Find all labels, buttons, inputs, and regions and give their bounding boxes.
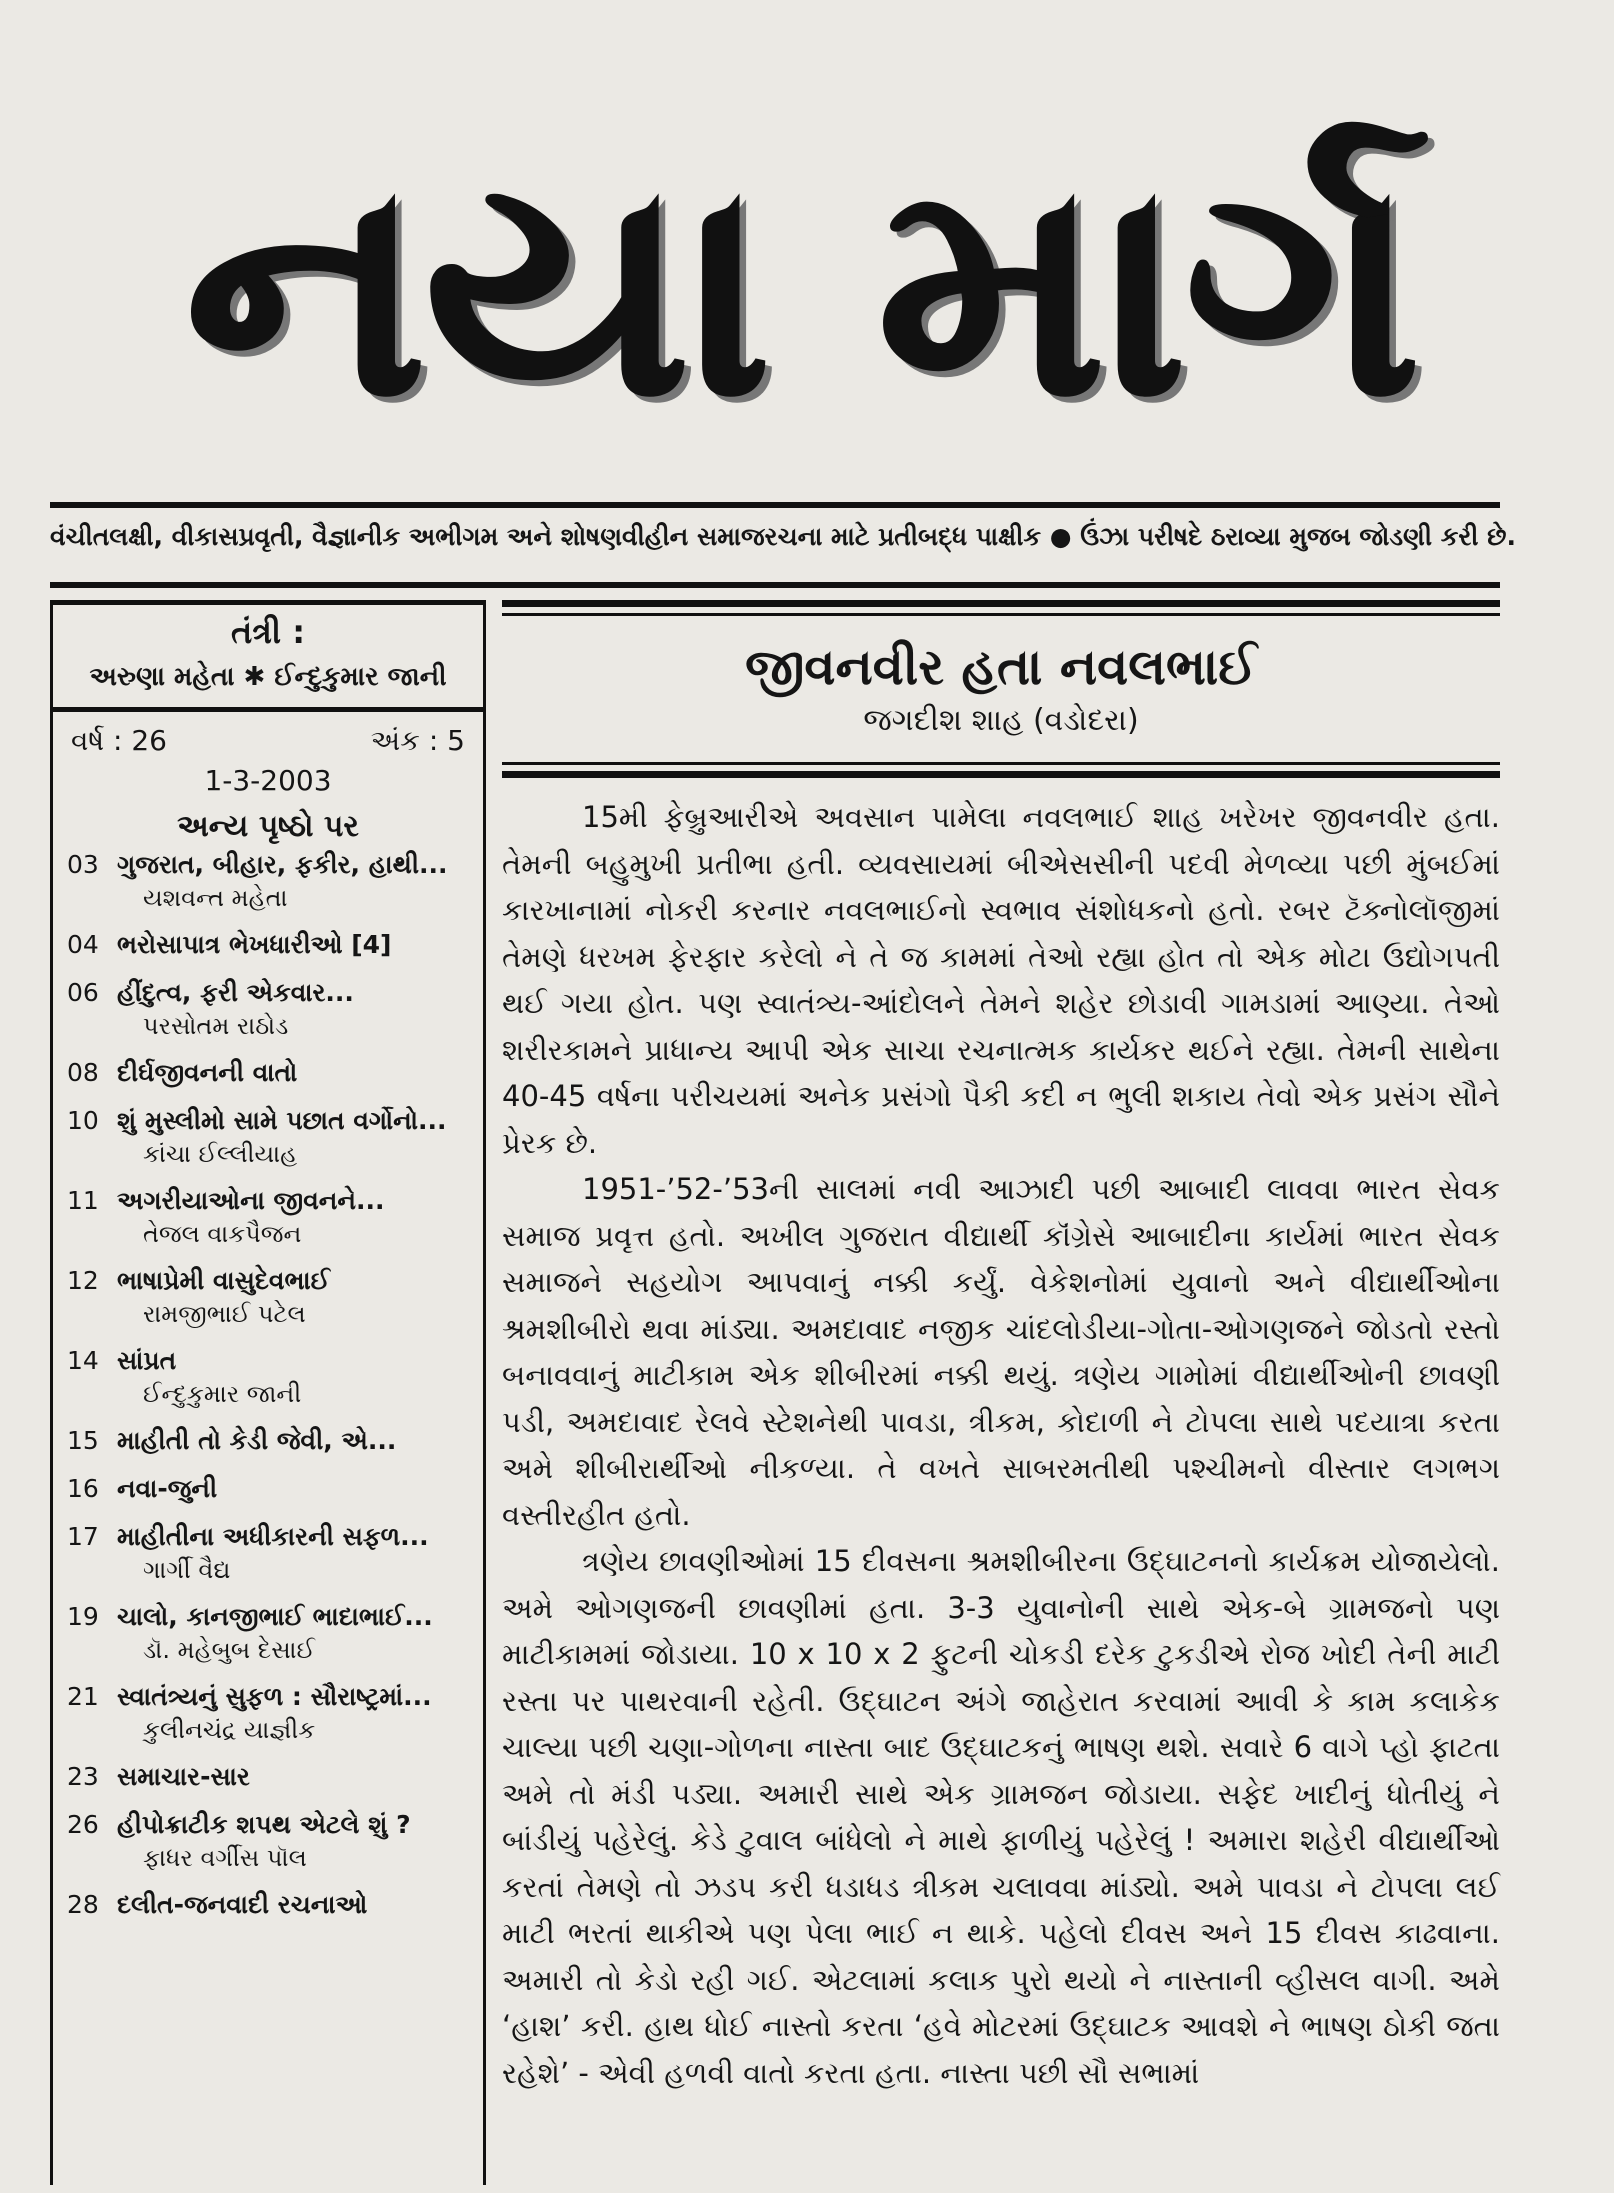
toc-item [53,1762,483,1792]
toc-page: 06 [67,978,99,1007]
toc-item [53,1602,483,1664]
article-byline: જગદીશ શાહ (વડોદરા) [863,703,1139,738]
toc-item [53,1058,483,1088]
tagline: વંચીતલક્ષી, વીકાસપ્રવૃતી, વૈજ્ઞાનીક અભીગમ અને શોષણવીહીન સમાજરચના માટે પ્રતીબદ્ધ પાક્ષીક ● ઉંઝા પરીષદે ઠરાવ્યા મુજબ જોડણી કરી છે. [50,522,1516,551]
divider [502,600,1500,616]
toc-author: કુલીનચંદ્ર યાજ્ઞીક [143,1716,316,1744]
divider [50,582,1500,588]
toc-page: 28 [67,1890,99,1919]
toc-item [53,1522,483,1584]
toc-item [53,1810,483,1872]
sidebar-box [50,600,486,2185]
toc-title: માહીતી તો કેડી જેવી, એ... [117,1426,397,1455]
toc-title: અગરીયાઓના જીવનને... [117,1186,385,1215]
toc-item [53,850,483,912]
toc-title: ગુજરાત, બીહાર, ફકીર, હાથી... [117,850,448,879]
article-paragraph: ત્રણેય છાવણીઓમાં 15 દીવસના શ્રમશીબીરના ઉદ્ઘાટનનો કાર્યક્રમ યોજાયેલો. અમે ઓગણજની છાવણીમાં હતા. 3-3 યુવાનોની સાથે એક-બે ગ્રામજનો પણ માટીકામમાં જોડાયા. 10 x 10 x 2 ફુટની ચોકડી દરેક ટુકડીએ રોજ ખોદી તેની માટી રસ્તા પર પાથરવાની રહેતી. ઉદ્ઘાટન અંગે જાહેરાત કરવામાં આવી કે કામ કલાકેક ચાલ્યા પછી ચણા-ગોળના નાસ્તા બાદ ઉદ્ઘાટકનું ભાષણ થશે. સવારે 6 વાગે પ્હો ફાટતા અમે તો મંડી પડ્યા. અમારી સાથે એક ગ્રામજન જોડાયા. સફેદ ખાદીનું ધોતીયું ને બાંડીયું પહેરેલું. કેડે ટુવાલ બાંધેલો ને માથે ફાળીયું પહેરેલું ! અમારા શહેરી વીદ્યાર્થીઓ કરતાં તેમણે તો ઝડપ કરી ધડાધડ ત્રીકમ ચલાવવા માંડ્યો. અમે પાવડા ને ટોપલા લઈ માટી ભરતાં થાકીએ પણ પેલા ભાઈ ન થાકે. પહેલો દીવસ અને 15 દીવસ કાઢવાના. અમારી તો કેડો રહી ગઈ. એટલામાં કલાક પુરો થયો ને નાસ્તાની વ્હીસલ વાગી. અમે ‘હાશ’ કરી. હાથ ધોઈ નાસ્તો કરતા ‘હવે મોટરમાં ઉદ્ઘાટક આવશે ને ભાષણ ઠોકી જતા રહેશે’ - એવી હળવી વાતો કરતા હતા. નાસ્તા પછી સૌ સભામાં [502,1544,1500,2090]
toc-title: સમાચાર-સાર [117,1762,250,1791]
toc-page: 11 [67,1186,99,1215]
toc-page: 16 [67,1474,99,1503]
toc-title: નવા-જુની [117,1474,218,1503]
masthead-logo [60,100,1540,480]
article-body [502,794,1500,2096]
toc-author: ડૉ. મહેબુબ દેસાઈ [143,1636,316,1664]
toc-heading: અન્ય પૃષ્ઠો પર [177,809,359,844]
toc-page: 12 [67,1266,99,1295]
toc-title: ચાલો, કાનજીભાઈ ભાદાભાઈ... [117,1602,433,1631]
issue-number: અંક : 5 [370,724,465,757]
toc-page: 23 [67,1762,99,1791]
divider [502,762,1500,778]
divider [50,502,1500,508]
article-paragraph: 15મી ફેબ્રુઆરીએ અવસાન પામેલા નવલભાઈ શાહ ખરેખર જીવનવીર હતા. તેમની બહુમુખી પ્રતીભા હતી. વ્યવસાયમાં બીએસસીની પદવી મેળવ્યા પછી મુંબઈમાં કારખાનામાં નોકરી કરનાર નવલભાઈનો સ્વભાવ સંશોધકનો હતો. રબર ટૅક્નોલૉજીમાં તેમણે ધરખમ ફેરફાર કરેલો ને તે જ કામમાં તેઓ રહ્યા હોત તો એક મોટા ઉદ્યોગપતી થઈ ગયા હોત. પણ સ્વાતંત્ર્ય-આંદોલને તેમને શહેર છોડાવી ગામડામાં આણ્યા. તેઓ શરીરકામને પ્રાધાન્ય આપી એક સાચા રચનાત્મક કાર્યકર થઈને રહ્યા. તેમની સાથેના 40-45 વર્ષના પરીચયમાં અનેક પ્રસંગો પૈકી કદી ન ભુલી શકાય તેવો એક પ્રસંગ સૌને પ્રેરક છે. [502,800,1500,1160]
toc-item [53,1346,483,1408]
toc-title: હીપોક્રાટીક શપથ એટલે શું ? [117,1810,411,1839]
toc-page: 19 [67,1602,99,1631]
toc-page: 14 [67,1346,99,1375]
toc-author: ગાર્ગી વૈદ્ય [143,1556,231,1584]
toc-item [53,1266,483,1328]
toc-title: શું મુસ્લીમો સામે પછાત વર્ગોનો... [117,1106,447,1135]
issue-year: વર્ષ : 26 [71,724,167,757]
toc-item [53,1890,483,1920]
toc-title: હીંદુત્વ, ફરી એકવાર... [117,978,354,1007]
toc-author: ફાધર વર્ગીસ પૉલ [143,1844,307,1872]
article [502,600,1500,2096]
toc-page: 10 [67,1106,99,1135]
toc-title: દલીત-જનવાદી રચનાઓ [117,1890,368,1919]
toc-author: રામજીભાઈ પટેલ [143,1300,306,1328]
issue-info [53,712,483,797]
toc-item [53,1474,483,1504]
table-of-contents [53,850,483,1920]
issue-date: 1-3-2003 [204,764,332,797]
toc-title: દીર્ઘજીવનની વાતો [117,1058,298,1087]
toc-page: 21 [67,1682,99,1711]
toc-item [53,1186,483,1248]
toc-item [53,1106,483,1168]
toc-author: યશવન્ત મહેતા [143,884,288,912]
toc-page: 03 [67,850,99,879]
toc-page: 17 [67,1522,99,1551]
toc-item [53,1426,483,1456]
editors-label: તંત્રી : [231,613,305,651]
editors [53,605,483,712]
toc-item [53,978,483,1040]
masthead-title: નયા માર્ગ [183,113,1417,463]
editors-names: અરુણા મહેતા ✱ ઈન્દુકુમાર જાની [89,662,447,692]
toc-page: 26 [67,1810,99,1839]
article-paragraph: 1951-’52-’53ની સાલમાં નવી આઝાદી પછી આબાદી લાવવા ભારત સેવક સમાજ પ્રવૃત્ત હતો. અખીલ ગુજરાત વીદ્યાર્થી કૉંગ્રેસે આબાદીના કાર્યમાં ભારત સેવક સમાજને સહયોગ આપવાનું નક્કી કર્યું. વેકેશનોમાં યુવાનો અને વીદ્યાર્થીઓના શ્રમશીબીરો થવા માંડ્યા. અમદાવાદ નજીક ચાંદલોડીયા-ગોતા-ઓગણજને જોડતો રસ્તો બનાવવાનું માટીકામ એક શીબીરમાં નક્કી થયું. ત્રણેય ગામોમાં વીદ્યાર્થીઓની છાવણી પડી, અમદાવાદ રેલવે સ્ટેશનેથી પાવડા, ત્રીકમ, કોદાળી ને ટોપલા સાથે પદયાત્રા કરતા અમે શીબીરાર્થીઓ નીકળ્યા. તે વખતે સાબરમતીથી પશ્ચીમનો વીસ્તાર લગભગ વસ્તીરહીત હતો. [502,1172,1500,1532]
toc-page: 15 [67,1426,99,1455]
toc-page: 08 [67,1058,99,1087]
article-title: જીવનવીર હતા નવલભાઈ [745,638,1257,696]
toc-author: ઈન્દુકુમાર જાની [143,1380,302,1408]
toc-item [53,1682,483,1744]
toc-title: ભાષાપ્રેમી વાસુદેવભાઈ [117,1266,330,1295]
toc-title: સાંપ્રત [117,1346,177,1375]
toc-author: તેજલ વાકપૈજન [143,1220,302,1248]
toc-item [53,930,483,960]
toc-title: માહીતીના અધીકારની સફળ... [117,1522,429,1551]
toc-page: 04 [67,930,99,959]
toc-author: પરસોતમ રાઠોડ [143,1012,289,1040]
toc-author: કાંચા ઈલ્લીયાહ [143,1140,298,1168]
toc-title: સ્વાતંત્ર્યનું સુફળ : સૌરાષ્ટ્રમાં... [117,1682,432,1711]
toc-title: ભરોસાપાત્ર ભેખધારીઓ [4] [117,930,392,959]
